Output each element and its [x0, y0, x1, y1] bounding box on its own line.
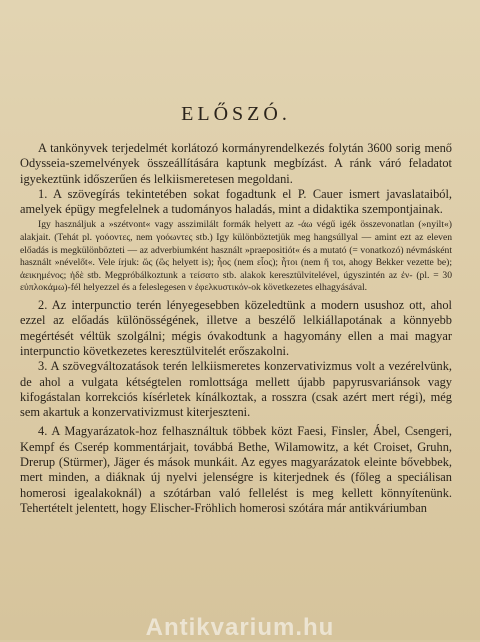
paragraph-text-variants: 3. A szövegváltozatások terén lelkiismeretes konzervativizmus volt a vezérelvünk, de ahol a vulgata kétségtelen romlottsága mellett újabb papyrusvariánsok vagy kifogástalan korrekciós kísérletek kínálkoztak, a rosszra (csak azért mert régi), még sem akartuk a konzervativizmust kiterjeszteni. [20, 359, 452, 420]
preface-body [20, 141, 452, 516]
paragraph-interpunctio: 2. Az interpunctio terén lényegesebben közeledtünk a modern usushoz ott, ahol ezzel az előadás különösségének, illetve a beszélő lelkiállapotának a könnyebb megértését véltük szolgálni; mégis óvakodtunk a hagyomány ellen a mai magyar interpunctio következetes keresztülvitelét erőszakolni. [20, 298, 452, 358]
paragraph-intro: A tankönyvek terjedelmét korlátozó kormányrendelkezés folytán 3600 sorig menő Odysseia-szemelvények összeállítására kaptunk megbízást. A ránk váró feladatot igyekeztünk időszerűen és lelkiismeretesen megoldani. [20, 141, 452, 186]
watermark-text: Antikvarium.hu [145, 614, 335, 641]
page-title: ELŐSZÓ. [181, 103, 291, 125]
paragraph-commentary: 4. A Magyarázatok-hoz felhasználtuk többek közt Faesi, Finsler, Ábel, Csengeri, Kempf és Cserép kommentárjait, továbbá Bethe, Wilamowitz, a két Croiset, Gruhn, Drerup (Stürmer), Jäger és mások munkáit. Az egyes magyarázatok eleinte bővebbek, mert minden, a diáknak új nyelvi jelenségre is kiterjednek és (főleg a speciálisan homerosi igealakoknál) a szótárban való fellelést is meg kellett könnyítenünk. Tehertételt jelentett, hogy Elischer-Fröhlich homerosi szótára már antikváriumban [20, 424, 452, 515]
paragraph-small-print-note: Igy használjuk a »szétvont« vagy asszimilált formák helyett az -άω végű igék összevonatlan (»nyilt«) alakjait. (Tehát pl. γοόοντες, nem γοόωντες stb.) Igy különböztetjük meg hangsúllyal — amint ezt az eleven előadás is megkülönbözteti — az adverbiumként használt »praepositiót« és a mutató (= vonatkozó) névmásként használt »névelőt«. Vele írjuk: ὥς (ὣς helyett is); ἧος (nem εἷος); ἧτοι (nem ἤ τοι, ahogy Bekker vezette be); ἀεικημένος; ἠδὲ stb. Megpróbálkoztunk a τείσατο stb. alakok keresztülvitelével, úgyszintén az ἐν- (pl. = 30 εὐπλοκάμω)-fél helyezzel és a feleslegesen ν ἐφελκυστικόν-ok következetes elhagyásával. [20, 219, 452, 294]
paragraph-text-writing: 1. A szövegírás tekintetében sokat fogadtunk el P. Cauer ismert javaslataiból, amelyek épügy megfelelnek a tudományos haladás, mint a didaktika szempontjainak. [20, 186, 452, 217]
